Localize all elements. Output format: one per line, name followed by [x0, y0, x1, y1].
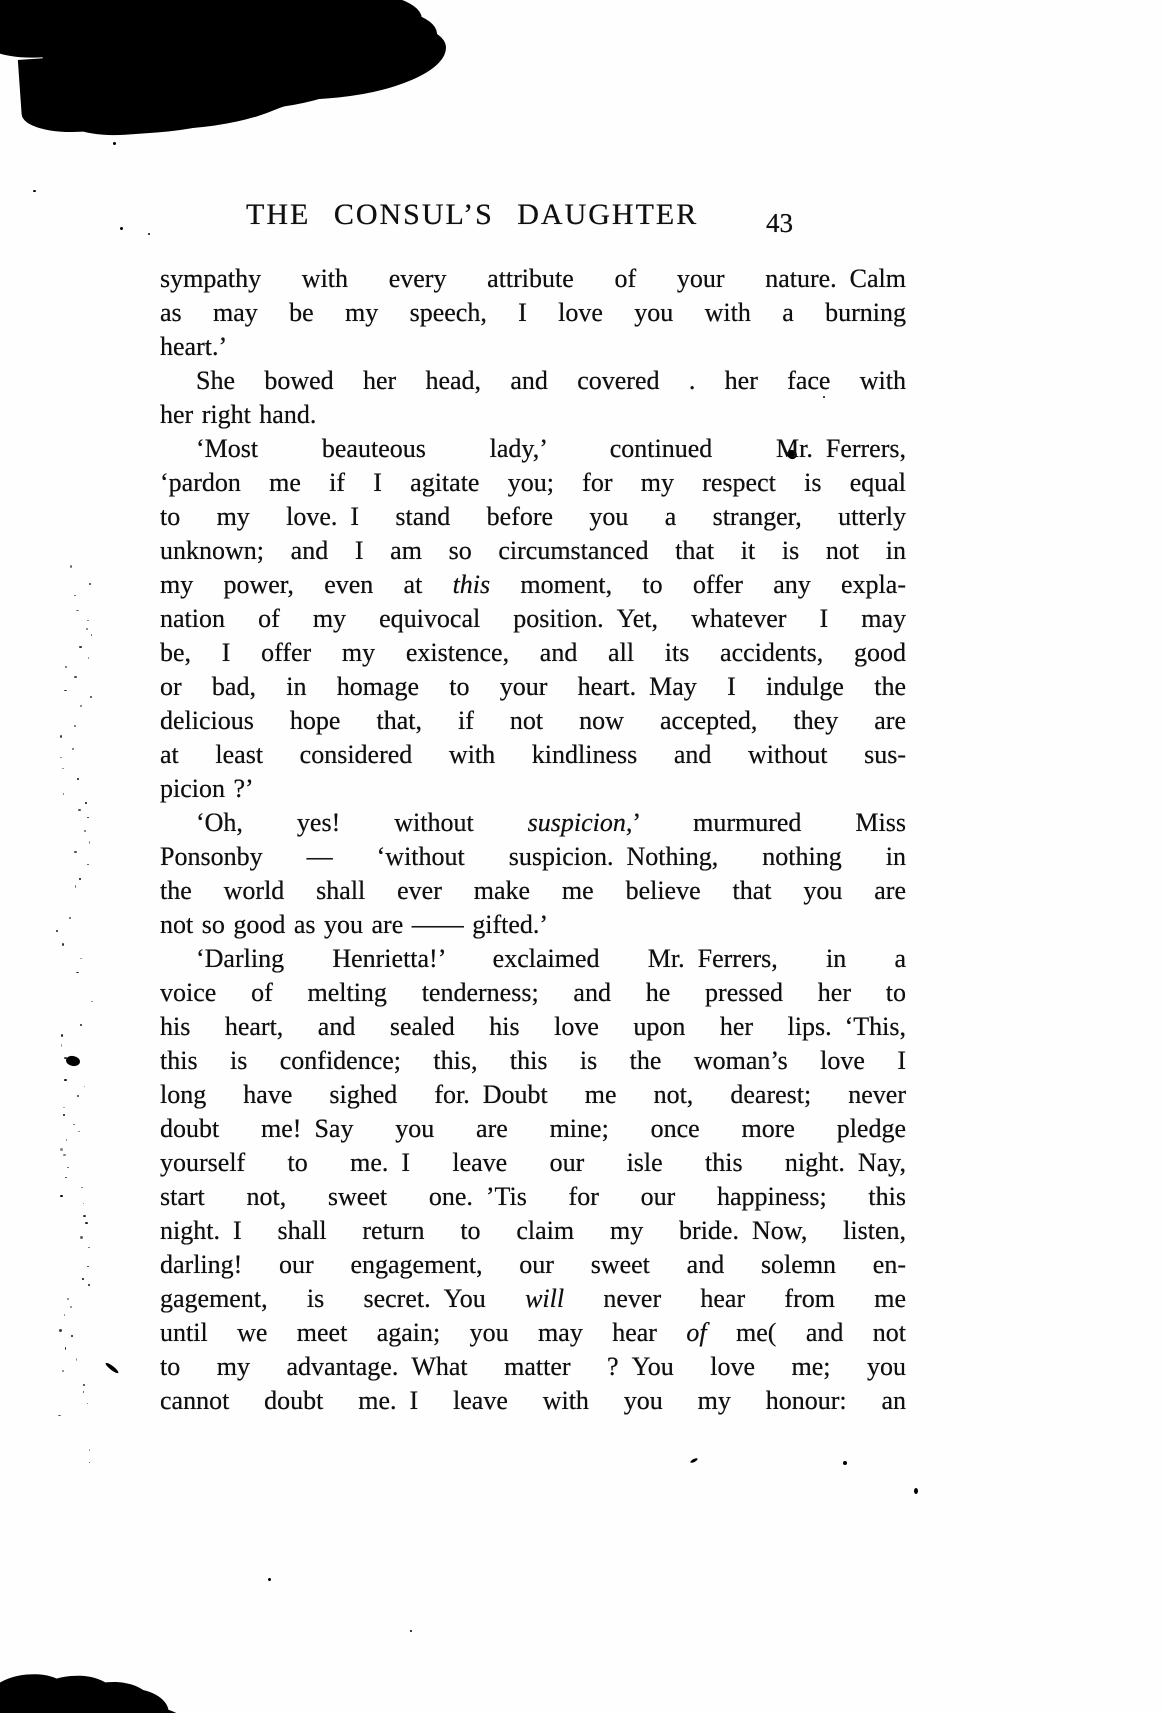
- text-line: [160, 1044, 906, 1078]
- text-segment: cannot doubt me. I leave with you my honour: an: [160, 1386, 906, 1415]
- text-line: [160, 330, 906, 364]
- text-line: [160, 1384, 906, 1418]
- page-number: 43: [766, 208, 793, 238]
- text-line: [160, 1010, 906, 1044]
- text-line: [160, 976, 906, 1010]
- text-segment: ‘Most beauteous lady,’ continued Mr. Ferrers,: [196, 434, 906, 463]
- text-segment: his heart, and sealed his love upon her lips. ‘This,: [160, 1012, 906, 1041]
- text-segment: unknown; and I am so circumstanced that it is not in: [160, 536, 906, 565]
- text-line: [160, 432, 906, 466]
- text-segment: long have sighed for. Doubt me not, dearest; never: [160, 1080, 906, 1109]
- text-line: [160, 636, 906, 670]
- text-segment: to my advantage. What matter ? You love me; you: [160, 1352, 906, 1381]
- text-line: [160, 1180, 906, 1214]
- text-segment: this is confidence; this, this is the woman’s love I: [160, 1046, 906, 1075]
- text-segment: never hear from me: [564, 1284, 906, 1313]
- text-line: [160, 874, 906, 908]
- text-segment: moment, to offer any expla-: [490, 570, 906, 599]
- text-segment: She bowed her head, and covered . her face with: [196, 366, 906, 395]
- text-line: [160, 296, 906, 330]
- text-segment: yourself to me. I leave our isle this night. Nay,: [160, 1148, 906, 1177]
- text-segment: or bad, in homage to your heart. May I indulge the: [160, 672, 906, 701]
- text-segment: ‘Darling Henrietta!’ exclaimed Mr. Ferrers, in a: [196, 944, 906, 973]
- text-segment: me( and not: [706, 1318, 906, 1347]
- text-line: [160, 1282, 906, 1316]
- text-segment: darling! our engagement, our sweet and solemn en-: [160, 1250, 906, 1279]
- text-line: [160, 534, 906, 568]
- text-line: [160, 670, 906, 704]
- text-line: [160, 738, 906, 772]
- text-segment: heart.’: [160, 332, 228, 361]
- text-segment: Ponsonby — ‘without suspicion. Nothing, nothing in: [160, 842, 906, 871]
- text-segment: picion ?’: [160, 774, 254, 803]
- text-line: [160, 262, 906, 296]
- text-line: [160, 772, 906, 806]
- text-segment: ’ murmured Miss: [632, 808, 906, 837]
- italic-text: of: [686, 1318, 707, 1347]
- page-text: [160, 262, 906, 1418]
- text-segment: ‘Oh, yes! without: [196, 808, 528, 837]
- text-segment: voice of melting tenderness; and he pressed her to: [160, 978, 906, 1007]
- ink-blob-bottom-left: [0, 1673, 73, 1713]
- text-segment: at least considered with kindliness and without sus-: [160, 740, 906, 769]
- italic-text: this: [452, 570, 491, 599]
- text-line: [160, 466, 906, 500]
- text-line: [160, 1248, 906, 1282]
- text-line: [160, 1214, 906, 1248]
- text-segment: my power, even at: [160, 570, 453, 599]
- italic-text: suspicion,: [527, 808, 633, 837]
- text-line: [160, 398, 906, 432]
- text-line: [160, 942, 906, 976]
- text-segment: be, I offer my existence, and all its accidents, good: [160, 638, 906, 667]
- running-header-title: THE CONSUL’S DAUGHTER: [246, 198, 699, 231]
- text-line: [160, 806, 906, 840]
- italic-text: will: [525, 1284, 565, 1313]
- text-segment: to my love. I stand before you a stranger, utterly: [160, 502, 906, 531]
- text-line: [160, 1078, 906, 1112]
- text-segment: doubt me! Say you are mine; once more pledge: [160, 1114, 906, 1143]
- text-segment: nation of my equivocal position. Yet, whatever I may: [160, 604, 906, 633]
- text-line: [160, 1316, 906, 1350]
- text-line: [160, 1112, 906, 1146]
- text-segment: ‘pardon me if I agitate you; for my respect is equal: [160, 468, 906, 497]
- text-segment: start not, sweet one. ’Tis for our happiness; this: [160, 1182, 906, 1211]
- text-segment: night. I shall return to claim my bride. Now, listen,: [160, 1216, 906, 1245]
- text-segment: until we meet again; you may hear: [160, 1318, 687, 1347]
- text-line: [160, 1146, 906, 1180]
- text-segment: delicious hope that, if not now accepted, they are: [160, 706, 906, 735]
- text-line: [160, 1350, 906, 1384]
- text-line: [160, 500, 906, 534]
- text-line: [160, 568, 906, 602]
- page-header: [0, 0, 1164, 260]
- text-line: [160, 908, 906, 942]
- text-segment: her right hand.: [160, 400, 317, 429]
- text-line: [160, 602, 906, 636]
- text-line: [160, 840, 906, 874]
- text-line: [160, 364, 906, 398]
- text-segment: gagement, is secret. You: [160, 1284, 526, 1313]
- text-segment: the world shall ever make me believe that you are: [160, 876, 906, 905]
- text-line: [160, 704, 906, 738]
- text-segment: sympathy with every attribute of your nature. Calm: [160, 264, 906, 293]
- text-segment: as may be my speech, I love you with a burning: [160, 298, 906, 327]
- text-segment: not so good as you are —— gifted.’: [160, 910, 549, 939]
